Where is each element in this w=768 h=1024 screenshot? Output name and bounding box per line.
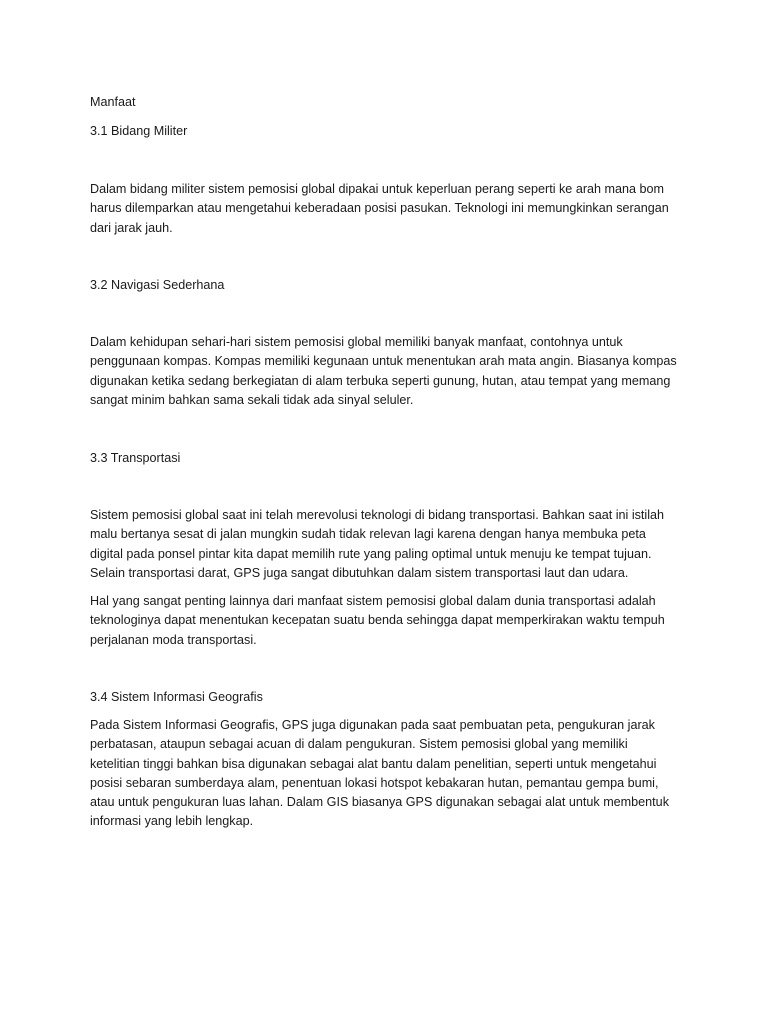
section-heading-transportasi: 3.3 Transportasi bbox=[90, 451, 181, 465]
paragraph-sistem-informasi-geografis: Pada Sistem Informasi Geografis, GPS juga digunakan pada saat pembuatan peta, pengukuran jarak perbatasan, ataupun sebagai acuan di dalam pengukuran. Sistem pemosisi global yang memiliki ketelitian tinggi bahkan bisa digunakan sebagai alat bantu dalam penelitian, seperti untuk mengetahui posisi sebaran sumberdaya alam, penentuan lokasi hotspot kebakaran hutan, pemantau gempa bumi, atau untuk pengukuran luas lahan. Dalam GIS biasanya GPS digunakan sebagai alat untuk membentuk informasi yang lebih lengkap. bbox=[90, 718, 669, 829]
paragraph-transportasi-2: Hal yang sangat penting lainnya dari manfaat sistem pemosisi global dalam dunia transportasi adalah teknologinya dapat menentukan kecepatan suatu benda sehingga dapat memperkirakan waktu tempuh perjalanan moda transportasi. bbox=[90, 594, 665, 647]
paragraph-bidang-militer: Dalam bidang militer sistem pemosisi global dipakai untuk keperluan perang seperti ke arah mana bom harus dilemparkan atau mengetahui keberadaan posisi pasukan. Teknologi ini memungkinkan serangan dari jarak jauh. bbox=[90, 182, 669, 235]
paragraph-transportasi-1: Sistem pemosisi global saat ini telah merevolusi teknologi di bidang transportasi. Bahkan saat ini istilah malu bertanya sesat di jalan mungkin sudah tidak relevan lagi karena dengan hanya membuka peta digital pada ponsel pintar kita dapat memilih rute yang paling optimal untuk menuju ke tempat tujuan. Selain transportasi darat, GPS juga sangat dibutuhkan dalam sistem transportasi laut dan udara. bbox=[90, 508, 665, 580]
section-heading-sistem-informasi-geografis: 3.4 Sistem Informasi Geografis bbox=[90, 690, 263, 704]
section-heading-bidang-militer: 3.1 Bidang Militer bbox=[90, 124, 188, 138]
document-title: Manfaat bbox=[90, 95, 136, 109]
paragraph-navigasi-sederhana: Dalam kehidupan sehari-hari sistem pemosisi global memiliki banyak manfaat, contohnya untuk penggunaan kompas. Kompas memiliki kegunaan untuk menentukan arah mata angin. Biasanya kompas digunakan ketika sedang berkegiatan di alam terbuka seperti gunung, hutan, atau tempat yang memang sangat minim bahkan sama sekali tidak ada sinyal seluler. bbox=[90, 335, 677, 407]
section-heading-navigasi-sederhana: 3.2 Navigasi Sederhana bbox=[90, 278, 225, 292]
